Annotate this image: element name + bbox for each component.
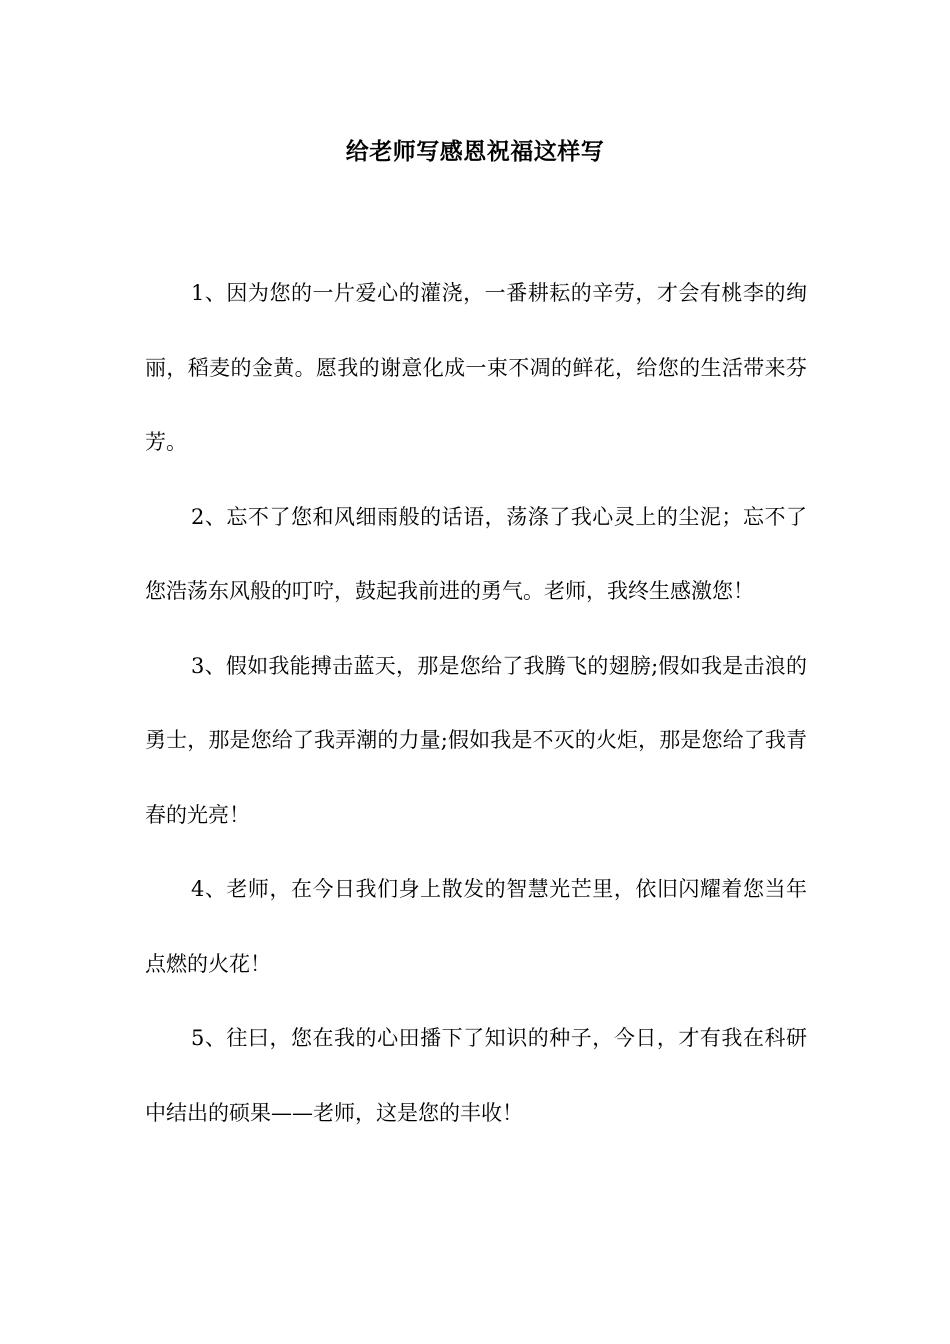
paragraph-5: 5、往曰，您在我的心田播下了知识的种子，今日，才有我在科研中结出的硕果——老师，这是您的丰收！ bbox=[145, 1026, 807, 1125]
paragraph-2: 2、忘不了您和风细雨般的话语，荡涤了我心灵上的尘泥；忘不了您浩荡东风般的叮咛，鼓起我前进的勇气。老师，我终生感激您！ bbox=[145, 504, 807, 603]
document-title: 给老师写感恩祝福这样写 bbox=[345, 138, 605, 165]
document-body bbox=[145, 256, 807, 1150]
paragraph-3: 3、假如我能搏击蓝天，那是您给了我腾飞的翅膀;假如我是击浪的勇士，那是您给了我弄潮的力量;假如我是不灭的火炬，那是您给了我青春的光亮！ bbox=[145, 653, 807, 827]
paragraph-4: 4、老师，在今日我们身上散发的智慧光芒里，依旧闪耀着您当年点燃的火花！ bbox=[145, 877, 807, 976]
paragraph-1: 1、因为您的一片爱心的灌浇，一番耕耘的辛劳，才会有桃李的绚丽，稻麦的金黄。愿我的谢意化成一束不凋的鲜花，给您的生活带来芬芳。 bbox=[145, 281, 807, 454]
